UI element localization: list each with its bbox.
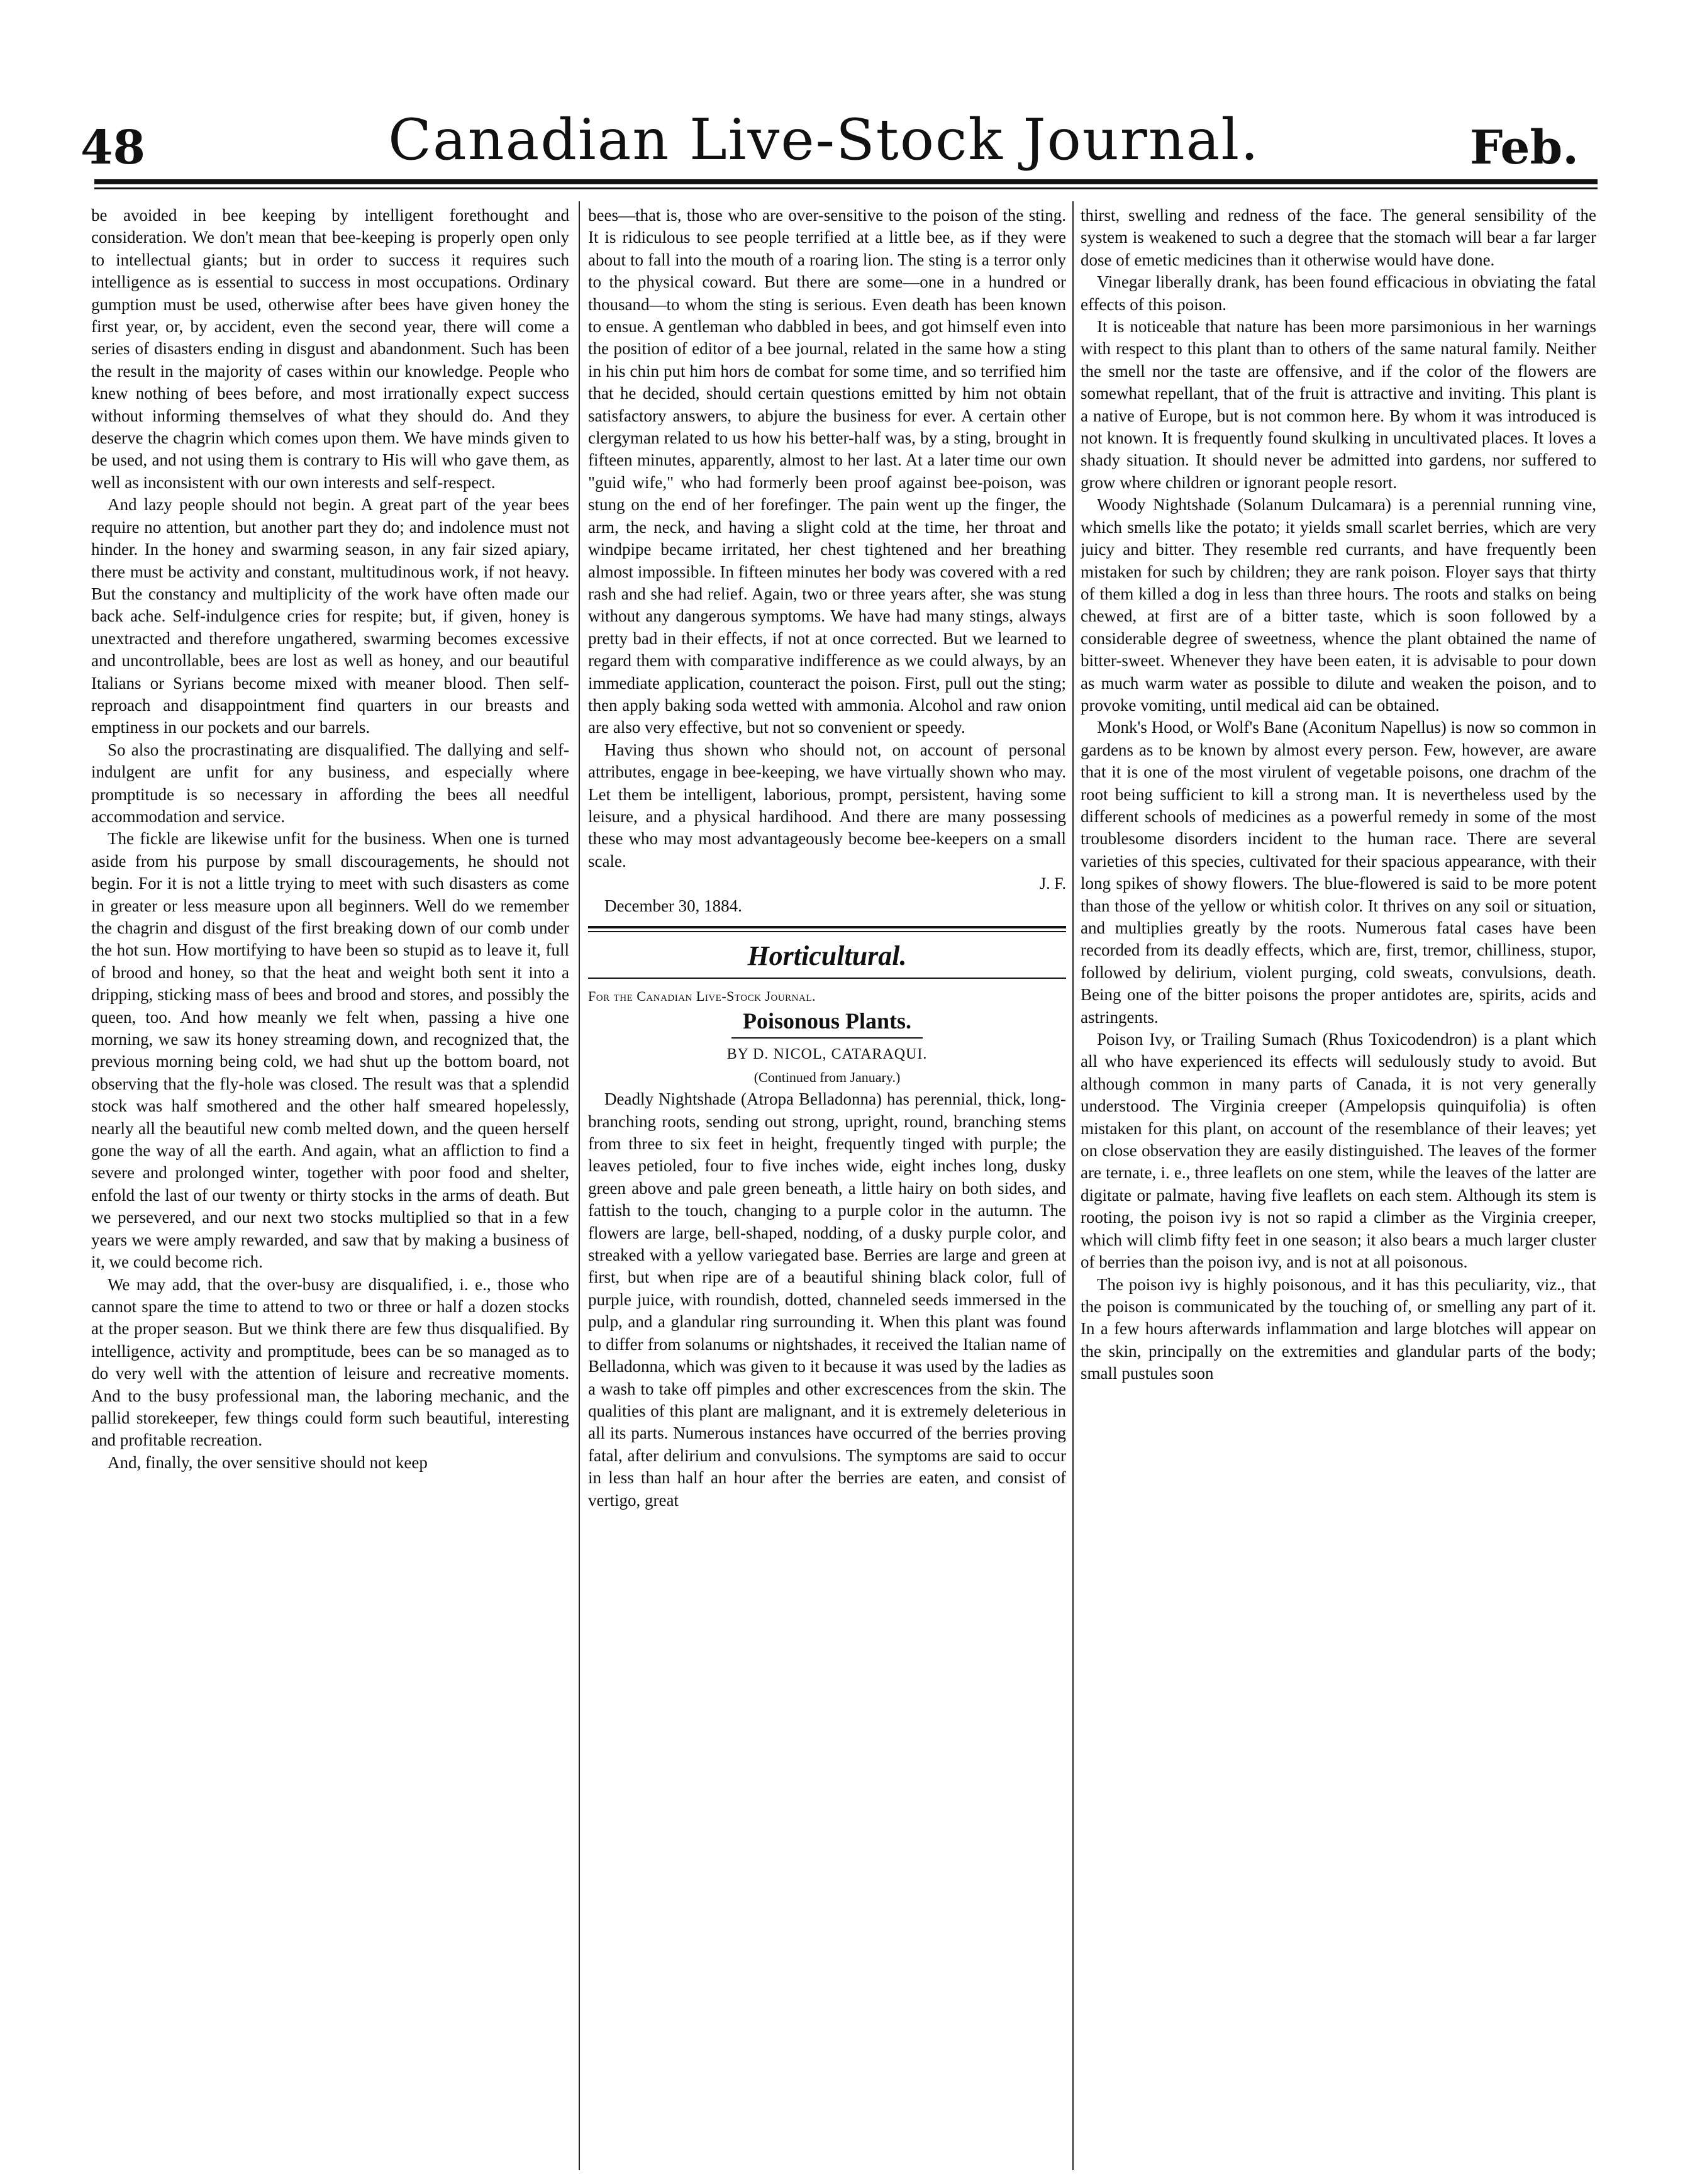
column-2	[588, 204, 1066, 2167]
paragraph: We may add, that the over-busy are disqualified, i. e., those who cannot spare the time to attend to two or three or half a dozen stocks at the proper season. But we think there are few thus disqualified. By intelligence, activity and promptitude, bees can be so managed as to do very well with the attention of leisure and recreative moments. And to the busy professional man, the laboring mechanic, and the pallid storekeeper, few things could form such beautiful, interesting and profitable recreation.	[91, 1274, 569, 1450]
column-3	[1081, 204, 1596, 2167]
paragraph: The poison ivy is highly poisonous, and it has this peculiarity, viz., that the poison is communicated by the touching of, or smelling any part of it. In a few hours afterwards inflammation and large blotches will appear on the skin, principally on the extremities and glandular parts of the body; small pustules soon	[1081, 1274, 1596, 1383]
paragraph: Monk's Hood, or Wolf's Bane (Aconitum Napellus) is now so common in gardens as to be known by almost every person. Few, however, are aware that it is one of the most virulent of vegetable poisons, one drachm of the root being sufficient to kill a strong man. It is nevertheless used by the different schools of medicines as a powerful remedy in some of the most troublesome disorders incident to the human race. There are several varieties of this species, cultivated for their spacious appearance, with their long spikes of showy flowers. The blue-flowered is said to be more potent than those of the yellow or whitish color. It thrives on any soil or situation, and multiplies greatly by the roots. Numerous fatal cases have been recorded from its deadly effects, which are, first, tremor, chilliness, stupor, followed by delirium, violent purging, cold sweats, convulsions, death. Being one of the bitter poisons the proper antidotes are, spirits, acids and astringents.	[1081, 718, 1596, 1027]
title-rule	[731, 1037, 923, 1039]
column-1	[91, 204, 569, 2167]
for-line: For the Canadian Live-Stock Journal.	[588, 988, 816, 1004]
date-line: December 30, 1884.	[604, 896, 742, 915]
article-title: Poisonous Plants.	[742, 1008, 912, 1034]
header-rule-thick	[94, 179, 1598, 184]
section-title: Horticultural.	[747, 940, 907, 971]
signature: J. F.	[1040, 874, 1066, 893]
paragraph: Having thus shown who should not, on account of personal attributes, engage in bee-keeping, we have virtually shown who may. Let them be intelligent, laborious, prompt, persistent, having some leisure, and a physical hardihood. And there are many possessing these who may most advantageously become bee-keepers on a small scale.	[588, 740, 1066, 871]
paragraph: And, finally, the over sensitive should not keep	[108, 1452, 428, 1472]
paragraph: The fickle are likewise unfit for the business. When one is turned aside from his purpose by small discouragements, he should not begin. For it is not a little trying to meet with such disasters as come in greater or less measure upon all beginners. Well do we remember the chagrin and disgust of the first breaking down of our comb under the hot sun. How mortifying to have been so stupid as to leave it, full of brood and honey, so that the heat and weight both sent it into a dripping, sticking mass of bees and brood and stores, and possibly the queen, too. And how meanly we felt when, passing a hive one morning, we saw its honey streaming down, and recognized that, the previous morning being cold, we had shut up the bottom board, not observing that the fly-hole was closed. The result was that a splendid stock was half smothered and the other half smeared hopelessly, nearly all the beautiful new comb melted down, and the queen herself gone the way of all the earth. And again, what an affliction to find a severe and prolonged winter, together with poor food and shelter, enfold the last of our twenty or thirty stocks in the arms of death. But we persevered, and our next two stocks multiplied so that in a few years we were amply rewarded, and saw that by making a business of it, we could become rich.	[91, 829, 569, 1272]
paragraph: Poison Ivy, or Trailing Sumach (Rhus Toxicodendron) is a plant which all who have experienced its effects will sedulously study to avoid. But although common in many parts of Canada, it is not very generally understood. The Virginia creeper (Ampelopsis quinquifolia) is often mistaken for this plant, on account of the resemblance of their leaves; yet on close observation they are easily distinguished. The leaves of the former are ternate, i. e., three leaflets on one stem, while the leaves of the latter are digitate or palmate, having five leaflets on each stem. Although its stem is rooting, the poison ivy is not so rapid a climber as the Virginia creeper, which will climb fifty feet in one season; it also bears a much larger cluster of berries than the poison ivy, and is not at all poisonous.	[1081, 1030, 1596, 1272]
journal-title: Canadian Live-Stock Journal.	[388, 107, 1260, 173]
paragraph: Woody Nightshade (Solanum Dulcamara) is a perennial running vine, which smells like the potato; it yields small scarlet berries, which are very juicy and bitter. They resemble red currants, and have frequently been mistaken for such by children; they are rank poison. Floyer says that thirty of them killed a dog in less than three hours. The roots and stalks on being chewed, at first are of a bitter taste, which is soon followed by a considerable degree of sweetness, whence the plant obtained the name of bitter-sweet. Whenever they have been eaten, it is advisable to pour down as much warm water as possible to dilute and weaken the poison, and to provoke vomiting, until medical aid can be obtained.	[1081, 495, 1596, 715]
paragraph: thirst, swelling and redness of the face. The general sensibility of the system is weakened to such a degree that the stomach will bear a far larger dose of emetic medicines than it otherwise would have done.	[1081, 206, 1596, 269]
section-rule-top	[588, 926, 1066, 928]
paragraph: Deadly Nightshade (Atropa Belladonna) has perennial, thick, long-branching roots, sending out strong, upright, round, branching stems from three to six feet in height, frequently tinged with purple; the leaves petioled, four to five inches wide, eight inches long, dusky green above and pale green beneath, a little hairy on both sides, and fattish to the touch, changing to a purple color in the autumn. The flowers are large, bell-shaped, nodding, of a dusky purple color, and streaked with a yellow variegated base. Berries are large and green at first, but when ripe are of a beautiful shining black color, full of purple juice, with roundish, dotted, channeled seeds immersed in the pulp, and a glandular ring surrounding it. When this plant was found to differ from solanums or nightshades, it received the Italian name of Belladonna, which was given to it because it was used by the ladies as a wash to take off pimples and other excrescences from the skin. The qualities of this plant are malignant, and it is extremely deleterious in all its parts. Numerous instances have occurred of the berries proving fatal, after delirium and convulsions. The symptoms are said to occur in less than half an hour after the berries are eaten, and consist of vertigo, great	[588, 1089, 1066, 1510]
issue-month: Feb.	[1469, 121, 1579, 175]
paragraph: It is noticeable that nature has been more parsimonious in her warnings with respect to this plant than to others of the same natural family. Neither the smell nor the taste are offensive, and if the color of the flowers are somewhat repellant, that of the fruit is attractive and inviting. This plant is a native of Europe, but is not common here. By whom it was introduced is not known. It is frequently found skulking in uncultivated places. It loves a shady situation. It should never be admitted into gardens, nor suffered to grow where children or ignorant people resort.	[1081, 317, 1596, 492]
paragraph: bees—that is, those who are over-sensitive to the poison of the sting. It is ridiculous to see people terrified at a little bee, as if they were about to fall into the mouth of a roaring lion. The sting is a terror only to the physical coward. But there are some—one in a hundred or thousand—to whom the sting is serious. Even death has been known to ensue. A gentleman who dabbled in bees, and got himself even into the position of editor of a bee journal, related in the same how a sting in his chin put him hors de combat for some time, and so terrified him that he decided, should certain questions emitted by him not obtain satisfactory answers, to abjure the business for ever. A certain other clergyman related to us how his better-half was, by a sting, brought in fifteen minutes, apparently, almost to her last. At a later time our own "guid wife," who had formerly been proof against bee-poison, was stung on the end of her forefinger. The pain went up the finger, the arm, the neck, and having a slight cold at the time, her throat and windpipe became irritated, her chest tightened and her breathing almost impossible. In fifteen minutes her body was covered with a red rash and she had relief. Again, two or three years after, she was stung without any dangerous symptoms. We have had many stings, always pretty bad in their effects, if not at once corrected. But we learned to regard them with comparative indifference as we could always, by an immediate application, counteract the poison. First, pull out the sting; then apply baking soda wetted with ammonia. Alcohol and raw onion are also very effective, but not so convenient or speedy.	[588, 206, 1066, 737]
masthead	[69, 107, 1579, 176]
paragraph: be avoided in bee keeping by intelligent forethought and consideration. We don't mean that bee-keeping is properly open only to intellectual giants; but in order to success it requires such intelligence as is essential to success in most occupations. Ordinary gumption must be used, otherwise after bees have given honey the first year, or, by accident, even the second year, there will come a series of disasters ending in disgust and abandonment. Such has been the result in the majority of cases within our knowledge. People who knew nothing of bees before, and most irrationally expect success without informing themselves of what they should do. And they deserve the chagrin which comes upon them. We have minds given to be used, and not using them is contrary to His will who gave them, as well as inconsistent with our own interests and self-respect.	[91, 206, 569, 492]
section-rule-bottom	[588, 978, 1066, 979]
byline: BY D. NICOL, CATARAQUI.	[726, 1046, 928, 1063]
paragraph: Vinegar liberally drank, has been found efficacious in obviating the fatal effects of this poison.	[1081, 272, 1596, 314]
page-number: 48	[81, 121, 145, 175]
header-rule-thin	[94, 187, 1598, 189]
paragraph: So also the procrastinating are disqualified. The dallying and self-indulgent are unfit for any business, and especially where promptitude is so necessary in affording the bees all needful accommodation and service.	[91, 740, 569, 826]
continued-note: (Continued from January.)	[753, 1069, 901, 1085]
paragraph: And lazy people should not begin. A great part of the year bees require no attention, but another part they do; and indolence must not hinder. In the honey and swarming season, in any fair sized apiary, there must be activity and constant, multitudinous work, if not heavy. But the constancy and multiplicity of the work have often made our back ache. Self-indulgence cries for respite; but, if given, honey is unextracted and therefore ungathered, swarming becomes excessive and uncontrollable, bees are lost as well as honey, and our beautiful Italians or Syrians become mixed with meaner blood. Then self-reproach and disappointment find quarters in our breasts and emptiness in our pockets and our barrels.	[91, 495, 569, 737]
column-divider-1	[579, 201, 580, 2170]
section-rule-top-thin	[588, 931, 1066, 932]
column-divider-2	[1072, 201, 1074, 2170]
